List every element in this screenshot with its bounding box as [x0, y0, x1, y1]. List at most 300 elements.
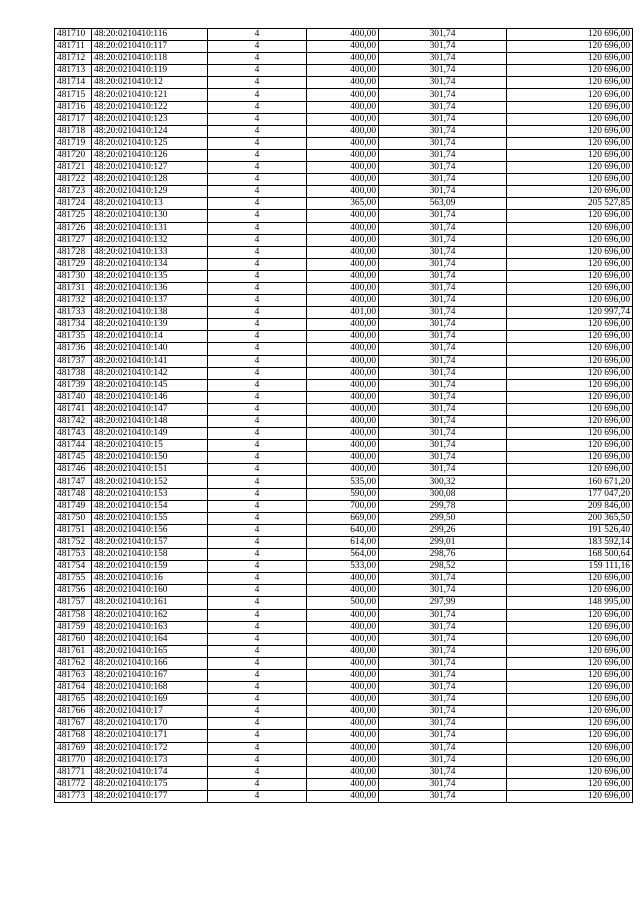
row-number-cell: 481753: [55, 549, 92, 561]
cadastral-number-cell: 48:20:0210410:16: [92, 573, 208, 585]
area-cell: 564,00: [307, 549, 379, 561]
cadastral-number-cell: 48:20:0210410:175: [92, 778, 208, 790]
row-number-cell: 481770: [55, 754, 92, 766]
specific-value-cell: 301,74: [379, 379, 507, 391]
row-number-cell: 481746: [55, 464, 92, 476]
table-row: [55, 500, 633, 512]
category-cell: 4: [208, 730, 307, 742]
cadastral-value-cell: 209 846,00: [507, 500, 633, 512]
category-cell: 4: [208, 355, 307, 367]
specific-value-cell: 301,74: [379, 452, 507, 464]
area-cell: 400,00: [307, 113, 379, 125]
specific-value-cell: 301,74: [379, 89, 507, 101]
category-cell: 4: [208, 428, 307, 440]
table-row: [55, 621, 633, 633]
area-cell: 400,00: [307, 391, 379, 403]
table-row: [55, 428, 633, 440]
cadastral-number-cell: 48:20:0210410:13: [92, 198, 208, 210]
category-cell: 4: [208, 476, 307, 488]
specific-value-cell: 301,74: [379, 162, 507, 174]
row-number-cell: 481755: [55, 573, 92, 585]
category-cell: 4: [208, 464, 307, 476]
specific-value-cell: 301,74: [379, 270, 507, 282]
cadastral-number-cell: 48:20:0210410:125: [92, 137, 208, 149]
specific-value-cell: 301,74: [379, 149, 507, 161]
area-cell: 400,00: [307, 319, 379, 331]
category-cell: 4: [208, 403, 307, 415]
row-number-cell: 481741: [55, 403, 92, 415]
cadastral-value-cell: 120 696,00: [507, 149, 633, 161]
specific-value-cell: 299,78: [379, 500, 507, 512]
row-number-cell: 481761: [55, 645, 92, 657]
table-row: [55, 464, 633, 476]
table-row: [55, 174, 633, 186]
table-row: [55, 343, 633, 355]
table-row: [55, 452, 633, 464]
specific-value-cell: 301,74: [379, 416, 507, 428]
cadastral-number-cell: 48:20:0210410:153: [92, 488, 208, 500]
row-number-cell: 481756: [55, 585, 92, 597]
specific-value-cell: 301,74: [379, 174, 507, 186]
cadastral-number-cell: 48:20:0210410:130: [92, 210, 208, 222]
specific-value-cell: 301,74: [379, 391, 507, 403]
specific-value-cell: 301,74: [379, 125, 507, 137]
category-cell: 4: [208, 609, 307, 621]
area-cell: 400,00: [307, 186, 379, 198]
cadastral-value-cell: 120 696,00: [507, 367, 633, 379]
cadastral-value-cell: 120 696,00: [507, 319, 633, 331]
table-row: [55, 162, 633, 174]
row-number-cell: 481728: [55, 246, 92, 258]
cadastral-number-cell: 48:20:0210410:132: [92, 234, 208, 246]
area-cell: 400,00: [307, 754, 379, 766]
specific-value-cell: 301,74: [379, 573, 507, 585]
category-cell: 4: [208, 597, 307, 609]
category-cell: 4: [208, 307, 307, 319]
cadastral-number-cell: 48:20:0210410:148: [92, 416, 208, 428]
table-row: [55, 149, 633, 161]
cadastral-value-cell: 120 696,00: [507, 440, 633, 452]
specific-value-cell: 563,09: [379, 198, 507, 210]
cadastral-number-cell: 48:20:0210410:146: [92, 391, 208, 403]
row-number-cell: 481711: [55, 41, 92, 53]
category-cell: 4: [208, 669, 307, 681]
row-number-cell: 481720: [55, 149, 92, 161]
specific-value-cell: 301,74: [379, 137, 507, 149]
category-cell: 4: [208, 657, 307, 669]
cadastral-value-cell: 159 111,16: [507, 561, 633, 573]
row-number-cell: 481710: [55, 29, 92, 41]
area-cell: 401,00: [307, 307, 379, 319]
category-cell: 4: [208, 379, 307, 391]
specific-value-cell: 301,74: [379, 222, 507, 234]
category-cell: 4: [208, 573, 307, 585]
cadastral-value-cell: 120 696,00: [507, 573, 633, 585]
row-number-cell: 481738: [55, 367, 92, 379]
cadastral-value-cell: 120 696,00: [507, 343, 633, 355]
table-row: [55, 549, 633, 561]
table-row: [55, 198, 633, 210]
area-cell: 700,00: [307, 500, 379, 512]
table-row: [55, 222, 633, 234]
cadastral-value-cell: 148 995,00: [507, 597, 633, 609]
cadastral-value-cell: 120 696,00: [507, 416, 633, 428]
cadastral-value-cell: 120 696,00: [507, 391, 633, 403]
row-number-cell: 481762: [55, 657, 92, 669]
cadastral-number-cell: 48:20:0210410:15: [92, 440, 208, 452]
table-row: [55, 440, 633, 452]
row-number-cell: 481768: [55, 730, 92, 742]
specific-value-cell: 301,74: [379, 246, 507, 258]
area-cell: 400,00: [307, 621, 379, 633]
row-number-cell: 481725: [55, 210, 92, 222]
table-row: [55, 488, 633, 500]
category-cell: 4: [208, 53, 307, 65]
specific-value-cell: 301,74: [379, 282, 507, 294]
row-number-cell: 481772: [55, 778, 92, 790]
row-number-cell: 481748: [55, 488, 92, 500]
table-row: [55, 53, 633, 65]
table-row: [55, 476, 633, 488]
area-cell: 400,00: [307, 295, 379, 307]
cadastral-value-cell: 168 500,64: [507, 549, 633, 561]
category-cell: 4: [208, 512, 307, 524]
row-number-cell: 481773: [55, 790, 92, 802]
category-cell: 4: [208, 258, 307, 270]
area-cell: 400,00: [307, 403, 379, 415]
table-row: [55, 41, 633, 53]
specific-value-cell: 301,74: [379, 65, 507, 77]
cadastral-number-cell: 48:20:0210410:127: [92, 162, 208, 174]
cadastral-value-cell: 120 696,00: [507, 609, 633, 621]
category-cell: 4: [208, 500, 307, 512]
cadastral-number-cell: 48:20:0210410:154: [92, 500, 208, 512]
area-cell: 400,00: [307, 174, 379, 186]
row-number-cell: 481752: [55, 536, 92, 548]
cadastral-number-cell: 48:20:0210410:137: [92, 295, 208, 307]
row-number-cell: 481764: [55, 682, 92, 694]
category-cell: 4: [208, 29, 307, 41]
cadastral-number-cell: 48:20:0210410:133: [92, 246, 208, 258]
area-cell: 400,00: [307, 706, 379, 718]
area-cell: 400,00: [307, 766, 379, 778]
category-cell: 4: [208, 65, 307, 77]
cadastral-value-cell: 120 696,00: [507, 452, 633, 464]
table-row: [55, 403, 633, 415]
cadastral-value-cell: 120 696,00: [507, 730, 633, 742]
cadastral-value-cell: 120 696,00: [507, 754, 633, 766]
category-cell: 4: [208, 549, 307, 561]
specific-value-cell: 301,74: [379, 464, 507, 476]
cadastral-number-cell: 48:20:0210410:119: [92, 65, 208, 77]
row-number-cell: 481722: [55, 174, 92, 186]
area-cell: 400,00: [307, 29, 379, 41]
category-cell: 4: [208, 222, 307, 234]
cadastral-number-cell: 48:20:0210410:159: [92, 561, 208, 573]
cadastral-value-cell: 120 696,00: [507, 41, 633, 53]
area-cell: 400,00: [307, 669, 379, 681]
row-number-cell: 481769: [55, 742, 92, 754]
cadastral-number-cell: 48:20:0210410:12: [92, 77, 208, 89]
specific-value-cell: 299,26: [379, 524, 507, 536]
cadastral-value-cell: 120 696,00: [507, 766, 633, 778]
cadastral-number-cell: 48:20:0210410:155: [92, 512, 208, 524]
row-number-cell: 481732: [55, 295, 92, 307]
cadastral-number-cell: 48:20:0210410:121: [92, 89, 208, 101]
table-row: [55, 186, 633, 198]
row-number-cell: 481760: [55, 633, 92, 645]
category-cell: 4: [208, 645, 307, 657]
table-row: [55, 585, 633, 597]
category-cell: 4: [208, 125, 307, 137]
area-cell: 400,00: [307, 125, 379, 137]
category-cell: 4: [208, 319, 307, 331]
row-number-cell: 481737: [55, 355, 92, 367]
table-row: [55, 295, 633, 307]
cadastral-number-cell: 48:20:0210410:172: [92, 742, 208, 754]
cadastral-number-cell: 48:20:0210410:166: [92, 657, 208, 669]
area-cell: 400,00: [307, 101, 379, 113]
cadastral-number-cell: 48:20:0210410:138: [92, 307, 208, 319]
cadastral-number-cell: 48:20:0210410:167: [92, 669, 208, 681]
row-number-cell: 481745: [55, 452, 92, 464]
row-number-cell: 481716: [55, 101, 92, 113]
area-cell: 669,00: [307, 512, 379, 524]
table-body: [55, 29, 633, 803]
specific-value-cell: 301,74: [379, 319, 507, 331]
table-row: [55, 766, 633, 778]
area-cell: 400,00: [307, 77, 379, 89]
area-cell: 400,00: [307, 428, 379, 440]
row-number-cell: 481723: [55, 186, 92, 198]
area-cell: 400,00: [307, 585, 379, 597]
category-cell: 4: [208, 149, 307, 161]
category-cell: 4: [208, 524, 307, 536]
cadastral-number-cell: 48:20:0210410:157: [92, 536, 208, 548]
specific-value-cell: 301,74: [379, 669, 507, 681]
area-cell: 400,00: [307, 65, 379, 77]
table-row: [55, 29, 633, 41]
table-row: [55, 524, 633, 536]
specific-value-cell: 301,74: [379, 766, 507, 778]
cadastral-value-cell: 120 696,00: [507, 174, 633, 186]
area-cell: 400,00: [307, 416, 379, 428]
cadastral-number-cell: 48:20:0210410:165: [92, 645, 208, 657]
specific-value-cell: 301,74: [379, 718, 507, 730]
category-cell: 4: [208, 766, 307, 778]
table-row: [55, 331, 633, 343]
cadastral-value-table: [54, 28, 633, 803]
area-cell: 400,00: [307, 718, 379, 730]
area-cell: 400,00: [307, 162, 379, 174]
cadastral-number-cell: 48:20:0210410:171: [92, 730, 208, 742]
cadastral-number-cell: 48:20:0210410:151: [92, 464, 208, 476]
cadastral-value-cell: 120 696,00: [507, 162, 633, 174]
area-cell: 400,00: [307, 609, 379, 621]
area-cell: 614,00: [307, 536, 379, 548]
table-row: [55, 790, 633, 802]
table-row: [55, 319, 633, 331]
cadastral-number-cell: 48:20:0210410:177: [92, 790, 208, 802]
row-number-cell: 481730: [55, 270, 92, 282]
cadastral-number-cell: 48:20:0210410:17: [92, 706, 208, 718]
specific-value-cell: 301,74: [379, 307, 507, 319]
area-cell: 400,00: [307, 331, 379, 343]
table-row: [55, 234, 633, 246]
cadastral-value-cell: 177 047,20: [507, 488, 633, 500]
cadastral-number-cell: 48:20:0210410:174: [92, 766, 208, 778]
table-row: [55, 77, 633, 89]
area-cell: 400,00: [307, 379, 379, 391]
category-cell: 4: [208, 89, 307, 101]
table-row: [55, 682, 633, 694]
category-cell: 4: [208, 440, 307, 452]
specific-value-cell: 301,74: [379, 754, 507, 766]
specific-value-cell: 300,08: [379, 488, 507, 500]
cadastral-value-cell: 120 696,00: [507, 742, 633, 754]
cadastral-value-cell: 120 696,00: [507, 137, 633, 149]
area-cell: 533,00: [307, 561, 379, 573]
table-row: [55, 754, 633, 766]
row-number-cell: 481712: [55, 53, 92, 65]
cadastral-value-cell: 120 696,00: [507, 222, 633, 234]
table-row: [55, 416, 633, 428]
area-cell: 400,00: [307, 682, 379, 694]
cadastral-value-cell: 120 696,00: [507, 428, 633, 440]
cadastral-value-cell: 120 696,00: [507, 669, 633, 681]
category-cell: 4: [208, 416, 307, 428]
cadastral-number-cell: 48:20:0210410:134: [92, 258, 208, 270]
area-cell: 590,00: [307, 488, 379, 500]
table-row: [55, 391, 633, 403]
specific-value-cell: 301,74: [379, 258, 507, 270]
specific-value-cell: 301,74: [379, 210, 507, 222]
category-cell: 4: [208, 162, 307, 174]
specific-value-cell: 301,74: [379, 367, 507, 379]
area-cell: 400,00: [307, 222, 379, 234]
specific-value-cell: 301,74: [379, 682, 507, 694]
table-row: [55, 669, 633, 681]
area-cell: 400,00: [307, 355, 379, 367]
specific-value-cell: 301,74: [379, 706, 507, 718]
cadastral-value-cell: 120 696,00: [507, 633, 633, 645]
specific-value-cell: 301,74: [379, 585, 507, 597]
row-number-cell: 481724: [55, 198, 92, 210]
specific-value-cell: 301,74: [379, 29, 507, 41]
category-cell: 4: [208, 234, 307, 246]
cadastral-value-cell: 200 365,50: [507, 512, 633, 524]
row-number-cell: 481727: [55, 234, 92, 246]
row-number-cell: 481749: [55, 500, 92, 512]
area-cell: 400,00: [307, 657, 379, 669]
table-row: [55, 282, 633, 294]
table-row: [55, 65, 633, 77]
row-number-cell: 481721: [55, 162, 92, 174]
cadastral-number-cell: 48:20:0210410:162: [92, 609, 208, 621]
cadastral-value-cell: 120 696,00: [507, 210, 633, 222]
row-number-cell: 481759: [55, 621, 92, 633]
row-number-cell: 481713: [55, 65, 92, 77]
cadastral-number-cell: 48:20:0210410:145: [92, 379, 208, 391]
cadastral-number-cell: 48:20:0210410:173: [92, 754, 208, 766]
category-cell: 4: [208, 77, 307, 89]
specific-value-cell: 297,99: [379, 597, 507, 609]
table-row: [55, 89, 633, 101]
area-cell: 400,00: [307, 89, 379, 101]
area-cell: 400,00: [307, 742, 379, 754]
table-row: [55, 633, 633, 645]
cadastral-number-cell: 48:20:0210410:168: [92, 682, 208, 694]
specific-value-cell: 301,74: [379, 186, 507, 198]
category-cell: 4: [208, 718, 307, 730]
cadastral-value-cell: 120 696,00: [507, 29, 633, 41]
table-row: [55, 694, 633, 706]
cadastral-value-cell: 120 696,00: [507, 706, 633, 718]
cadastral-number-cell: 48:20:0210410:129: [92, 186, 208, 198]
table-row: [55, 246, 633, 258]
specific-value-cell: 301,74: [379, 645, 507, 657]
cadastral-number-cell: 48:20:0210410:141: [92, 355, 208, 367]
cadastral-number-cell: 48:20:0210410:117: [92, 41, 208, 53]
category-cell: 4: [208, 113, 307, 125]
specific-value-cell: 301,74: [379, 101, 507, 113]
category-cell: 4: [208, 694, 307, 706]
specific-value-cell: 301,74: [379, 343, 507, 355]
area-cell: 400,00: [307, 645, 379, 657]
cadastral-number-cell: 48:20:0210410:139: [92, 319, 208, 331]
category-cell: 4: [208, 367, 307, 379]
category-cell: 4: [208, 186, 307, 198]
specific-value-cell: 301,74: [379, 633, 507, 645]
table-row: [55, 573, 633, 585]
cadastral-value-cell: 191 526,40: [507, 524, 633, 536]
category-cell: 4: [208, 742, 307, 754]
specific-value-cell: 298,76: [379, 549, 507, 561]
cadastral-value-cell: 120 696,00: [507, 403, 633, 415]
specific-value-cell: 301,74: [379, 742, 507, 754]
row-number-cell: 481758: [55, 609, 92, 621]
cadastral-number-cell: 48:20:0210410:160: [92, 585, 208, 597]
row-number-cell: 481719: [55, 137, 92, 149]
row-number-cell: 481743: [55, 428, 92, 440]
table-row: [55, 113, 633, 125]
category-cell: 4: [208, 101, 307, 113]
category-cell: 4: [208, 137, 307, 149]
area-cell: 400,00: [307, 282, 379, 294]
category-cell: 4: [208, 585, 307, 597]
cadastral-number-cell: 48:20:0210410:126: [92, 149, 208, 161]
specific-value-cell: 299,01: [379, 536, 507, 548]
specific-value-cell: 301,74: [379, 778, 507, 790]
row-number-cell: 481718: [55, 125, 92, 137]
specific-value-cell: 301,74: [379, 428, 507, 440]
cadastral-value-cell: 120 696,00: [507, 379, 633, 391]
area-cell: 400,00: [307, 452, 379, 464]
row-number-cell: 481763: [55, 669, 92, 681]
area-cell: 400,00: [307, 149, 379, 161]
area-cell: 400,00: [307, 440, 379, 452]
specific-value-cell: 301,74: [379, 77, 507, 89]
cadastral-number-cell: 48:20:0210410:142: [92, 367, 208, 379]
cadastral-value-cell: 120 696,00: [507, 682, 633, 694]
table-row: [55, 307, 633, 319]
table-row: [55, 597, 633, 609]
specific-value-cell: 301,74: [379, 295, 507, 307]
specific-value-cell: 301,74: [379, 331, 507, 343]
specific-value-cell: 301,74: [379, 355, 507, 367]
row-number-cell: 481735: [55, 331, 92, 343]
specific-value-cell: 301,74: [379, 403, 507, 415]
